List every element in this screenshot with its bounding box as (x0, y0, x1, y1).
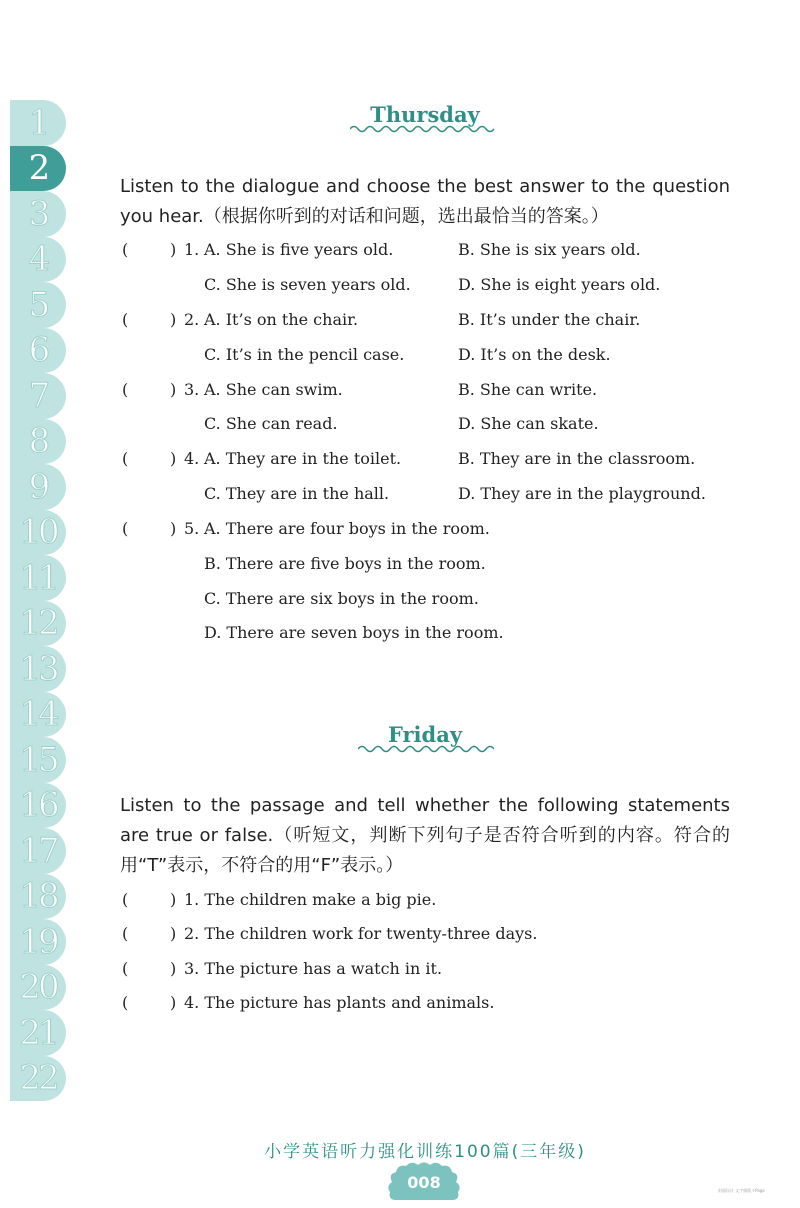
tab-14[interactable]: 14 (10, 692, 66, 738)
question-number: 4. (184, 449, 200, 468)
tab-6[interactable]: 6 (10, 328, 66, 374)
tab-20[interactable]: 20 (10, 965, 66, 1011)
option-c: C. She is seven years old. (204, 275, 411, 294)
tab-22[interactable]: 22 (10, 1056, 66, 1102)
statement: 1. The children make a big pie. (184, 890, 437, 909)
option-a: A. There are four boys in the room. (204, 519, 490, 538)
answer-paren-open: ( (122, 449, 129, 468)
answer-paren-close: ) (170, 380, 177, 399)
friday-instruction: Listen to the passage and tell whether the following statements are true or false.（听短文，判断下列句子是否符合听到的内容。符合的用“T”表示，不符合的用“F”表示。） (120, 795, 730, 876)
answer-paren-open: ( (122, 890, 129, 909)
option-a: A. She can swim. (204, 380, 343, 399)
option-d: D. They are in the playground. (458, 484, 706, 503)
tab-12[interactable]: 12 (10, 601, 66, 647)
answer-paren-open: ( (122, 240, 129, 259)
tab-4[interactable]: 4 (10, 237, 66, 283)
tab-8[interactable]: 8 (10, 419, 66, 465)
statement: 3. The picture has a watch in it. (184, 959, 443, 978)
answer-paren-close: ) (170, 310, 177, 329)
tab-1[interactable]: 1 (10, 100, 66, 146)
option-d: D. There are seven boys in the room. (204, 623, 504, 642)
thursday-wave-underline (350, 124, 496, 134)
answer-paren-open: ( (122, 959, 129, 978)
answer-paren-open: ( (122, 380, 129, 399)
option-d: D. It’s on the desk. (458, 345, 611, 364)
answer-paren-close: ) (170, 924, 177, 943)
option-c: C. There are six boys in the room. (204, 589, 479, 608)
question-number: 1. (184, 240, 200, 259)
tab-13[interactable]: 13 (10, 646, 66, 692)
print-note: 封面设计 文字排版 I-Page (718, 1188, 765, 1193)
answer-paren-open: ( (122, 519, 129, 538)
friday-wave-underline (358, 744, 494, 754)
tab-21[interactable]: 21 (10, 1010, 66, 1056)
option-d: D. She is eight years old. (458, 275, 661, 294)
friday-title: Friday (387, 722, 463, 747)
option-b: B. She can write. (458, 380, 598, 399)
option-a: A. They are in the toilet. (204, 449, 402, 468)
page-number-badge (386, 1160, 462, 1204)
option-c: C. She can read. (204, 414, 338, 433)
answer-paren-open: ( (122, 310, 129, 329)
option-c: C. It’s in the pencil case. (204, 345, 405, 364)
tab-19[interactable]: 19 (10, 919, 66, 965)
tab-7[interactable]: 7 (10, 373, 66, 419)
chapter-tabs (10, 100, 68, 1100)
answer-paren-close: ) (170, 449, 177, 468)
tab-2[interactable]: 2 (10, 146, 66, 192)
question-number: 5. (184, 519, 200, 538)
book-title: 小学英语听力强化训练100篇(三年级) (264, 1142, 586, 1162)
tab-17[interactable]: 17 (10, 828, 66, 874)
option-b: B. It’s under the chair. (458, 310, 641, 329)
page-number: 008 (407, 1172, 441, 1192)
tab-11[interactable]: 11 (10, 555, 66, 601)
option-c: C. They are in the hall. (204, 484, 390, 503)
answer-paren-close: ) (170, 959, 177, 978)
tab-16[interactable]: 16 (10, 783, 66, 829)
option-b: B. There are five boys in the room. (204, 554, 486, 573)
tab-3[interactable]: 3 (10, 191, 66, 237)
answer-paren-open: ( (122, 924, 129, 943)
option-d: D. She can skate. (458, 414, 599, 433)
statement: 4. The picture has plants and animals. (184, 993, 495, 1012)
tab-18[interactable]: 18 (10, 874, 66, 920)
tab-5[interactable]: 5 (10, 282, 66, 328)
answer-paren-close: ) (170, 519, 177, 538)
option-a: A. She is five years old. (204, 240, 394, 259)
option-a: A. It’s on the chair. (204, 310, 359, 329)
answer-paren-open: ( (122, 993, 129, 1012)
tab-15[interactable]: 15 (10, 737, 66, 783)
thursday-instruction: Listen to the dialogue and choose the best answer to the question you hear.（根据你听到的对话和问题，选出最恰当的答案。） (120, 176, 730, 227)
answer-paren-close: ) (170, 890, 177, 909)
option-b: B. She is six years old. (458, 240, 641, 259)
answer-paren-close: ) (170, 240, 177, 259)
answer-paren-close: ) (170, 993, 177, 1012)
option-b: B. They are in the classroom. (458, 449, 696, 468)
tab-9[interactable]: 9 (10, 464, 66, 510)
question-number: 2. (184, 310, 200, 329)
statement: 2. The children work for twenty-three days. (184, 924, 538, 943)
question-number: 3. (184, 380, 200, 399)
tab-10[interactable]: 10 (10, 510, 66, 556)
thursday-title: Thursday (370, 102, 480, 127)
